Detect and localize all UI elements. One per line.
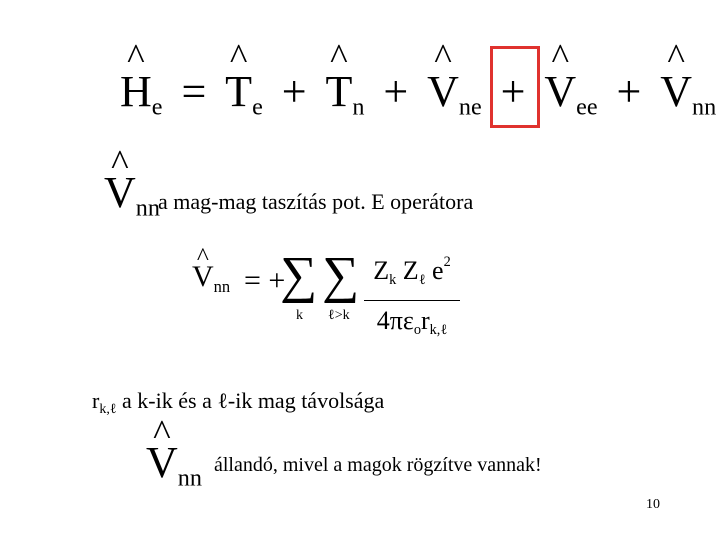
r-subscript: k,ℓ bbox=[429, 321, 448, 338]
fraction-numerator bbox=[364, 244, 460, 298]
vnn-lhs-letter: V bbox=[192, 260, 214, 293]
hamiltonian-equation bbox=[120, 62, 716, 137]
vnn-symbol-2 bbox=[146, 438, 202, 503]
z-letter: Z bbox=[373, 255, 390, 285]
sum-index-k: k bbox=[296, 308, 303, 323]
h-subscript: e bbox=[151, 93, 163, 121]
four-pi-epsilon: 4πε bbox=[376, 305, 414, 335]
v-ne-subscript: ne bbox=[458, 93, 482, 121]
sum-symbol-l: ∑ bbox=[322, 247, 360, 304]
vnn-lhs-hat bbox=[192, 260, 214, 294]
highlight-box bbox=[490, 46, 540, 128]
t-n-letter: T bbox=[325, 67, 353, 116]
v-nn-hat bbox=[660, 62, 692, 122]
e-exponent: 2 bbox=[443, 254, 451, 270]
distance-line bbox=[92, 388, 384, 418]
v-ee-letter: V bbox=[544, 67, 577, 116]
sum-symbol-k: ∑ bbox=[280, 247, 318, 304]
v-ne-letter: V bbox=[427, 67, 459, 116]
fraction bbox=[364, 244, 460, 348]
r-symbol: r bbox=[92, 388, 100, 413]
page-number: 10 bbox=[646, 497, 660, 512]
z-l-subscript: ℓ bbox=[418, 271, 426, 288]
t-e-letter: T bbox=[225, 67, 253, 116]
v-nn-subscript: nn bbox=[692, 93, 717, 121]
t-n-hat bbox=[325, 62, 352, 122]
vnn-symbol bbox=[104, 168, 160, 233]
equals-sign: = bbox=[181, 67, 207, 116]
z-k-subscript: k bbox=[389, 271, 397, 288]
distance-text: a k-ik és a ℓ-ik mag távolsága bbox=[122, 388, 385, 413]
plus-sign: + bbox=[383, 67, 409, 116]
constant-text: állandó, mivel a magok rögzítve vannak! bbox=[214, 454, 542, 476]
v-ee-hat bbox=[544, 62, 576, 122]
h-letter: H bbox=[120, 67, 152, 116]
r-symbol-subscript: k,ℓ bbox=[99, 401, 117, 417]
epsilon-subscript: o bbox=[413, 321, 421, 338]
plus-sign: + bbox=[281, 67, 307, 116]
vnn-lhs bbox=[192, 260, 230, 297]
r-letter: r bbox=[420, 305, 430, 335]
equals-plus: = + bbox=[244, 264, 286, 297]
z-letter-2: Z bbox=[402, 255, 419, 285]
t-e-hat bbox=[225, 62, 252, 122]
t-n-subscript: n bbox=[352, 93, 365, 121]
sum-index-l: ℓ>k bbox=[328, 308, 350, 323]
fraction-bar bbox=[364, 300, 460, 301]
plus-sign: + bbox=[616, 67, 642, 116]
vnn-hat-2 bbox=[146, 438, 178, 488]
h-hat-symbol bbox=[120, 62, 152, 122]
fraction-denominator bbox=[364, 303, 460, 348]
vnn-subscript: nn bbox=[135, 194, 160, 222]
vnn-hat bbox=[104, 168, 136, 218]
v-nn-letter: V bbox=[660, 67, 693, 116]
definition-text: a mag-mag taszítás pot. E operátora bbox=[158, 189, 474, 214]
plus-sign: + bbox=[500, 67, 526, 116]
e-letter: e bbox=[432, 255, 444, 285]
v-ne-hat bbox=[427, 62, 459, 122]
vnn-letter: V bbox=[104, 168, 136, 217]
vnn-lhs-subscript: nn bbox=[213, 276, 231, 296]
vnn-subscript-2: nn bbox=[177, 464, 202, 492]
t-e-subscript: e bbox=[252, 93, 263, 121]
vnn-letter-2: V bbox=[146, 438, 178, 487]
v-ee-subscript: ee bbox=[576, 93, 598, 121]
